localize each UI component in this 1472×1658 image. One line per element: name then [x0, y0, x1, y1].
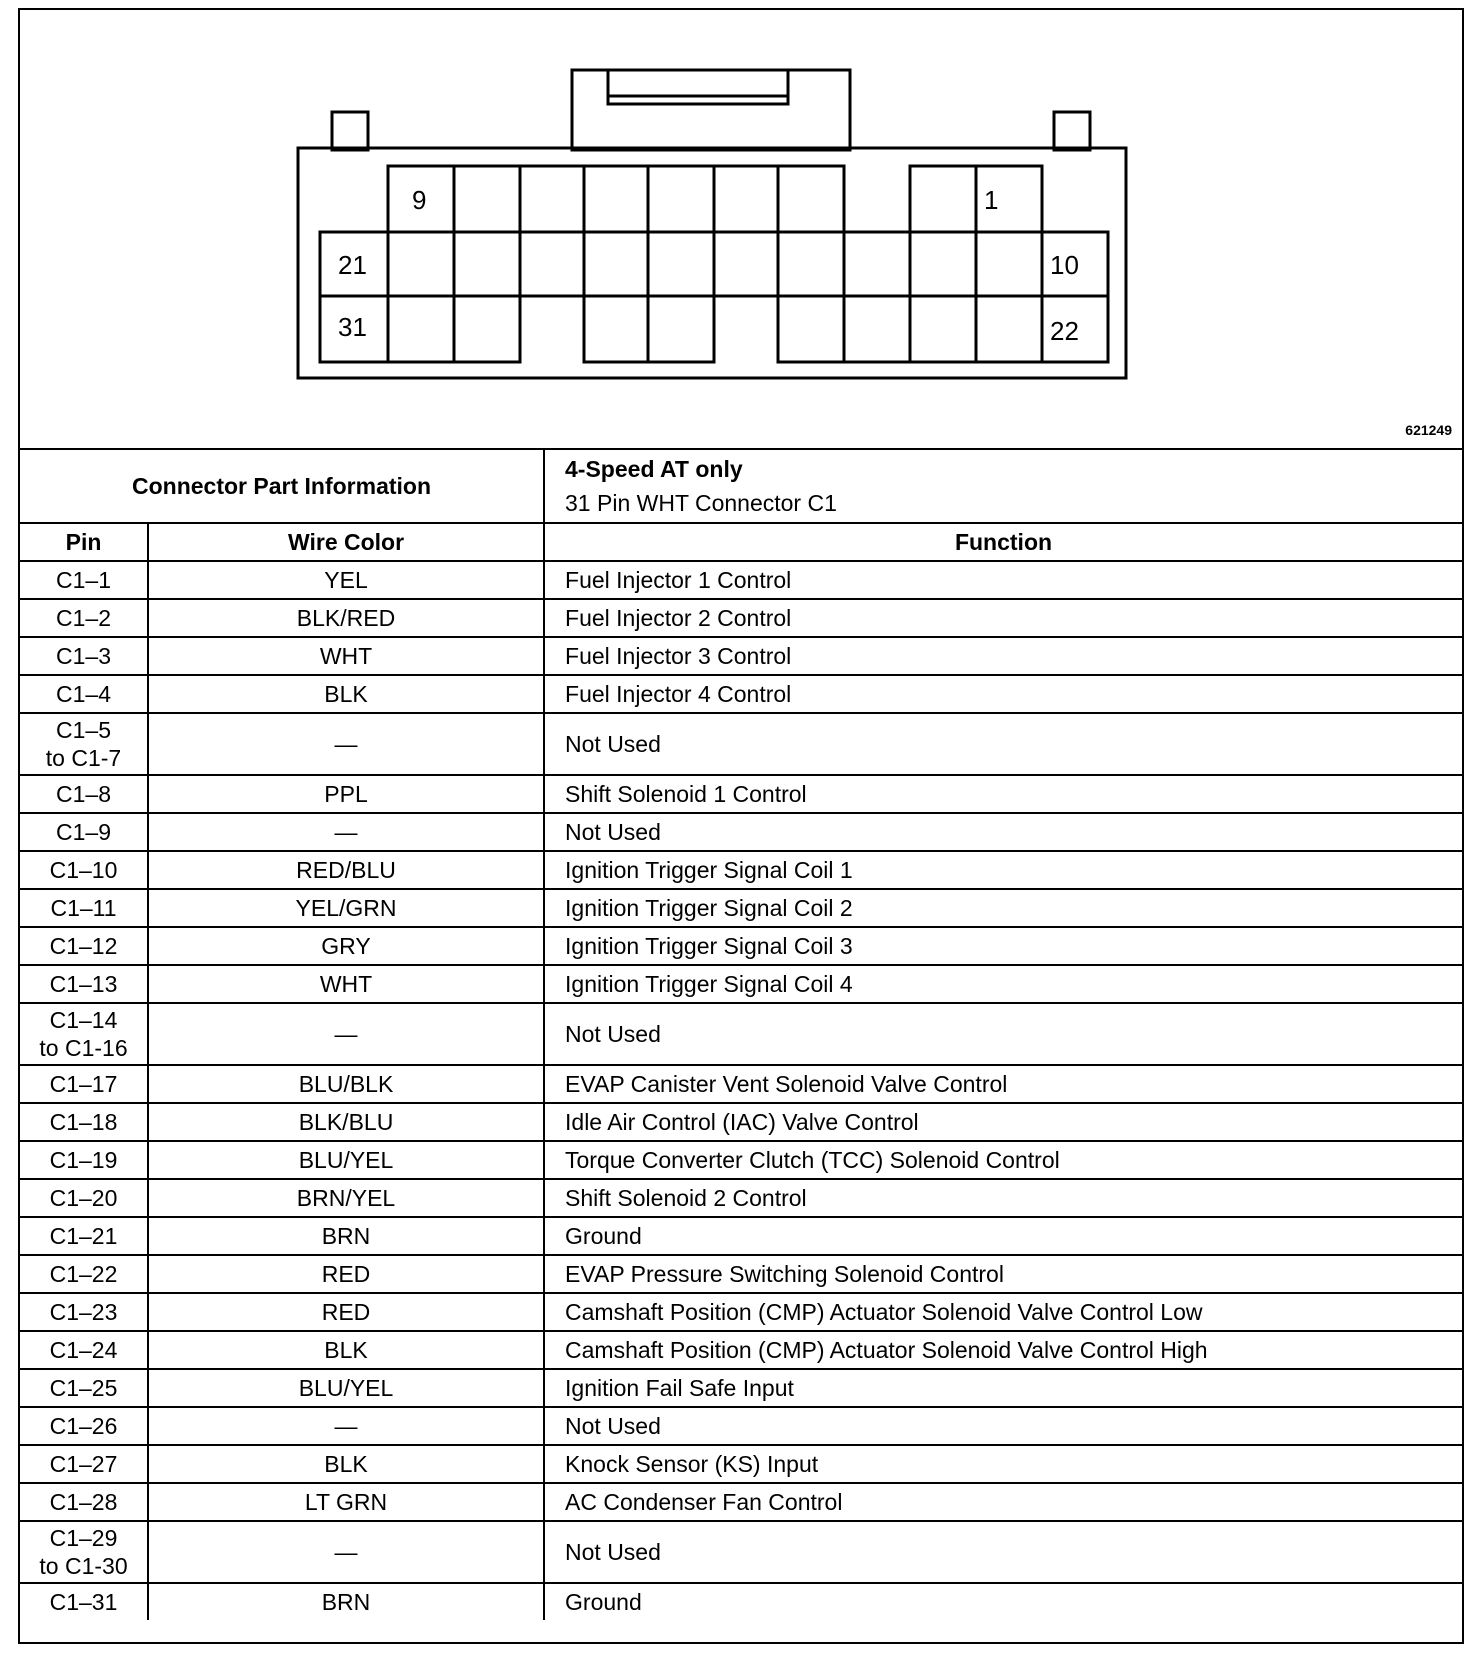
wire-color-cell: BLK/RED: [148, 599, 544, 637]
pin-label-31: 31: [338, 312, 367, 342]
pin-cell: [20, 1331, 148, 1369]
pin-label-21: 21: [338, 250, 367, 280]
pin-id-range-end: to C1-30: [39, 1553, 128, 1579]
pin-label-22: 22: [1050, 316, 1079, 346]
column-header-row: [20, 523, 1462, 561]
wire-color-cell: —: [148, 1521, 544, 1583]
wire-color-cell: BLU/YEL: [148, 1141, 544, 1179]
pin-cell: [20, 1407, 148, 1445]
function-cell: Not Used: [544, 1003, 1462, 1065]
pin-id: C1–17: [49, 1070, 118, 1097]
pin-id: C1–18: [49, 1108, 118, 1135]
col-header-wire-color: Wire Color: [148, 523, 544, 561]
pin-cell: [20, 851, 148, 889]
function-cell: Fuel Injector 1 Control: [544, 561, 1462, 599]
wire-color-cell: —: [148, 1407, 544, 1445]
pin-id: C1–12: [49, 932, 118, 959]
function-cell: Ground: [544, 1583, 1462, 1620]
pin-id: C1–29: [49, 1525, 118, 1551]
wire-color-cell: WHT: [148, 637, 544, 675]
pin-label-1: 1: [984, 185, 999, 215]
function-cell: Camshaft Position (CMP) Actuator Solenoid Valve Control High: [544, 1331, 1462, 1369]
function-cell: Shift Solenoid 1 Control: [544, 775, 1462, 813]
part-info-label: Connector Part Information: [20, 450, 544, 523]
pin-id: C1–14: [49, 1007, 118, 1033]
table-row: [20, 1521, 1462, 1583]
function-cell: Not Used: [544, 1521, 1462, 1583]
table-row: [20, 1141, 1462, 1179]
table-row: [20, 889, 1462, 927]
pin-id: C1–1: [56, 566, 111, 593]
left-tab: [332, 112, 368, 150]
wire-color-cell: PPL: [148, 775, 544, 813]
pin-label-9: 9: [412, 185, 427, 215]
function-cell: Torque Converter Clutch (TCC) Solenoid Control: [544, 1141, 1462, 1179]
pin-cell: [20, 599, 148, 637]
pin-cell: [20, 1179, 148, 1217]
connector-diagram: [20, 10, 1462, 450]
pin-id: C1–2: [56, 604, 111, 631]
table-row: [20, 1103, 1462, 1141]
wire-color-cell: WHT: [148, 965, 544, 1003]
pin-cell: [20, 965, 148, 1003]
wire-color-cell: —: [148, 1003, 544, 1065]
wire-color-cell: BLK/BLU: [148, 1103, 544, 1141]
connector-body: [298, 148, 1126, 378]
table-row: [20, 1293, 1462, 1331]
part-info-line1: 4-Speed AT only: [565, 456, 743, 482]
pin-id: C1–25: [49, 1374, 118, 1401]
table-row: [20, 713, 1462, 775]
pin-id-range-end: to C1-16: [39, 1035, 128, 1061]
function-cell: Camshaft Position (CMP) Actuator Solenoid Valve Control Low: [544, 1293, 1462, 1331]
table-row: [20, 965, 1462, 1003]
table-row: [20, 1255, 1462, 1293]
function-cell: Ignition Trigger Signal Coil 3: [544, 927, 1462, 965]
pin-id: C1–31: [49, 1588, 118, 1615]
table-row: [20, 927, 1462, 965]
wire-color-cell: BLK: [148, 675, 544, 713]
right-tab: [1054, 112, 1090, 150]
wire-color-cell: BRN: [148, 1583, 544, 1620]
function-cell: Ignition Fail Safe Input: [544, 1369, 1462, 1407]
pin-cell: [20, 1521, 148, 1583]
part-info-row: [20, 450, 1462, 523]
pinout-table: [20, 450, 1462, 1620]
table-row: [20, 775, 1462, 813]
function-cell: Fuel Injector 3 Control: [544, 637, 1462, 675]
function-cell: Not Used: [544, 813, 1462, 851]
wire-color-cell: YEL/GRN: [148, 889, 544, 927]
pin-cell: [20, 675, 148, 713]
function-cell: Ignition Trigger Signal Coil 4: [544, 965, 1462, 1003]
wire-color-cell: RED: [148, 1293, 544, 1331]
pin-id: C1–27: [49, 1450, 118, 1477]
pin-cell: [20, 813, 148, 851]
latch: [572, 70, 850, 150]
table-row: [20, 599, 1462, 637]
wire-color-cell: LT GRN: [148, 1483, 544, 1521]
pin-cell: [20, 637, 148, 675]
wire-color-cell: BLU/BLK: [148, 1065, 544, 1103]
function-cell: Fuel Injector 2 Control: [544, 599, 1462, 637]
part-info-line2: 31 Pin WHT Connector C1: [565, 490, 837, 516]
wire-color-cell: BRN: [148, 1217, 544, 1255]
wire-color-cell: GRY: [148, 927, 544, 965]
function-cell: Not Used: [544, 713, 1462, 775]
connector-face-drawing: [20, 10, 1462, 448]
wire-color-cell: BLU/YEL: [148, 1369, 544, 1407]
table-row: [20, 813, 1462, 851]
connector-document: [18, 8, 1464, 1644]
part-info-value: [544, 450, 1462, 523]
function-cell: Idle Air Control (IAC) Valve Control: [544, 1103, 1462, 1141]
table-row: [20, 637, 1462, 675]
pin-id: C1–8: [56, 780, 111, 807]
pin-id-range-end: to C1-7: [45, 745, 122, 771]
pin-id: C1–11: [50, 894, 117, 921]
pin-cell: [20, 561, 148, 599]
function-cell: EVAP Canister Vent Solenoid Valve Control: [544, 1065, 1462, 1103]
function-cell: AC Condenser Fan Control: [544, 1483, 1462, 1521]
col-header-pin: Pin: [20, 523, 148, 561]
pin-cell: [20, 927, 148, 965]
function-cell: EVAP Pressure Switching Solenoid Control: [544, 1255, 1462, 1293]
pin-id: C1–24: [49, 1336, 118, 1363]
pin-cell: [20, 1445, 148, 1483]
table-row: [20, 1583, 1462, 1620]
wire-color-cell: YEL: [148, 561, 544, 599]
pin-cell: [20, 1255, 148, 1293]
table-row: [20, 1331, 1462, 1369]
table-row: [20, 1407, 1462, 1445]
pin-id: C1–21: [49, 1222, 118, 1249]
pin-id: C1–5: [56, 717, 111, 743]
pin-cell: [20, 1369, 148, 1407]
pin-id: C1–19: [49, 1146, 118, 1173]
wire-color-cell: RED/BLU: [148, 851, 544, 889]
wire-color-cell: —: [148, 813, 544, 851]
table-row: [20, 1003, 1462, 1065]
function-cell: Ignition Trigger Signal Coil 2: [544, 889, 1462, 927]
pin-id: C1–10: [49, 856, 118, 883]
wire-color-cell: BLK: [148, 1445, 544, 1483]
wire-color-cell: BLK: [148, 1331, 544, 1369]
col-header-function: Function: [544, 523, 1462, 561]
pin-cell: [20, 1003, 148, 1065]
pin-cell: [20, 1293, 148, 1331]
latch-slot: [608, 70, 788, 104]
wire-color-cell: —: [148, 713, 544, 775]
figure-id: 621249: [1405, 422, 1452, 438]
function-cell: Shift Solenoid 2 Control: [544, 1179, 1462, 1217]
pin-id: C1–22: [49, 1260, 118, 1287]
table-row: [20, 1369, 1462, 1407]
pin-cell: [20, 775, 148, 813]
table-row: [20, 1179, 1462, 1217]
table-row: [20, 851, 1462, 889]
pin-cell: [20, 1483, 148, 1521]
pin-id: C1–13: [49, 970, 118, 997]
function-cell: Knock Sensor (KS) Input: [544, 1445, 1462, 1483]
table-row: [20, 1445, 1462, 1483]
pin-cell: [20, 889, 148, 927]
pin-id: C1–9: [56, 818, 111, 845]
table-row: [20, 1483, 1462, 1521]
pin-id: C1–26: [49, 1412, 118, 1439]
pin-id: C1–4: [56, 680, 111, 707]
function-cell: Fuel Injector 4 Control: [544, 675, 1462, 713]
pin-cell: [20, 1103, 148, 1141]
pin-cell: [20, 1141, 148, 1179]
pin-cell: [20, 1065, 148, 1103]
function-cell: Not Used: [544, 1407, 1462, 1445]
function-cell: Ground: [544, 1217, 1462, 1255]
wire-color-cell: BRN/YEL: [148, 1179, 544, 1217]
wire-color-cell: RED: [148, 1255, 544, 1293]
pin-cell: [20, 1583, 148, 1620]
pin-label-10: 10: [1050, 250, 1079, 280]
table-row: [20, 675, 1462, 713]
pin-id: C1–23: [49, 1298, 118, 1325]
pin-id: C1–3: [56, 642, 111, 669]
pin-id: C1–20: [49, 1184, 118, 1211]
pin-cell: [20, 1217, 148, 1255]
pin-cell: [20, 713, 148, 775]
function-cell: Ignition Trigger Signal Coil 1: [544, 851, 1462, 889]
table-row: [20, 1217, 1462, 1255]
table-row: [20, 1065, 1462, 1103]
table-row: [20, 561, 1462, 599]
pin-id: C1–28: [49, 1488, 118, 1515]
